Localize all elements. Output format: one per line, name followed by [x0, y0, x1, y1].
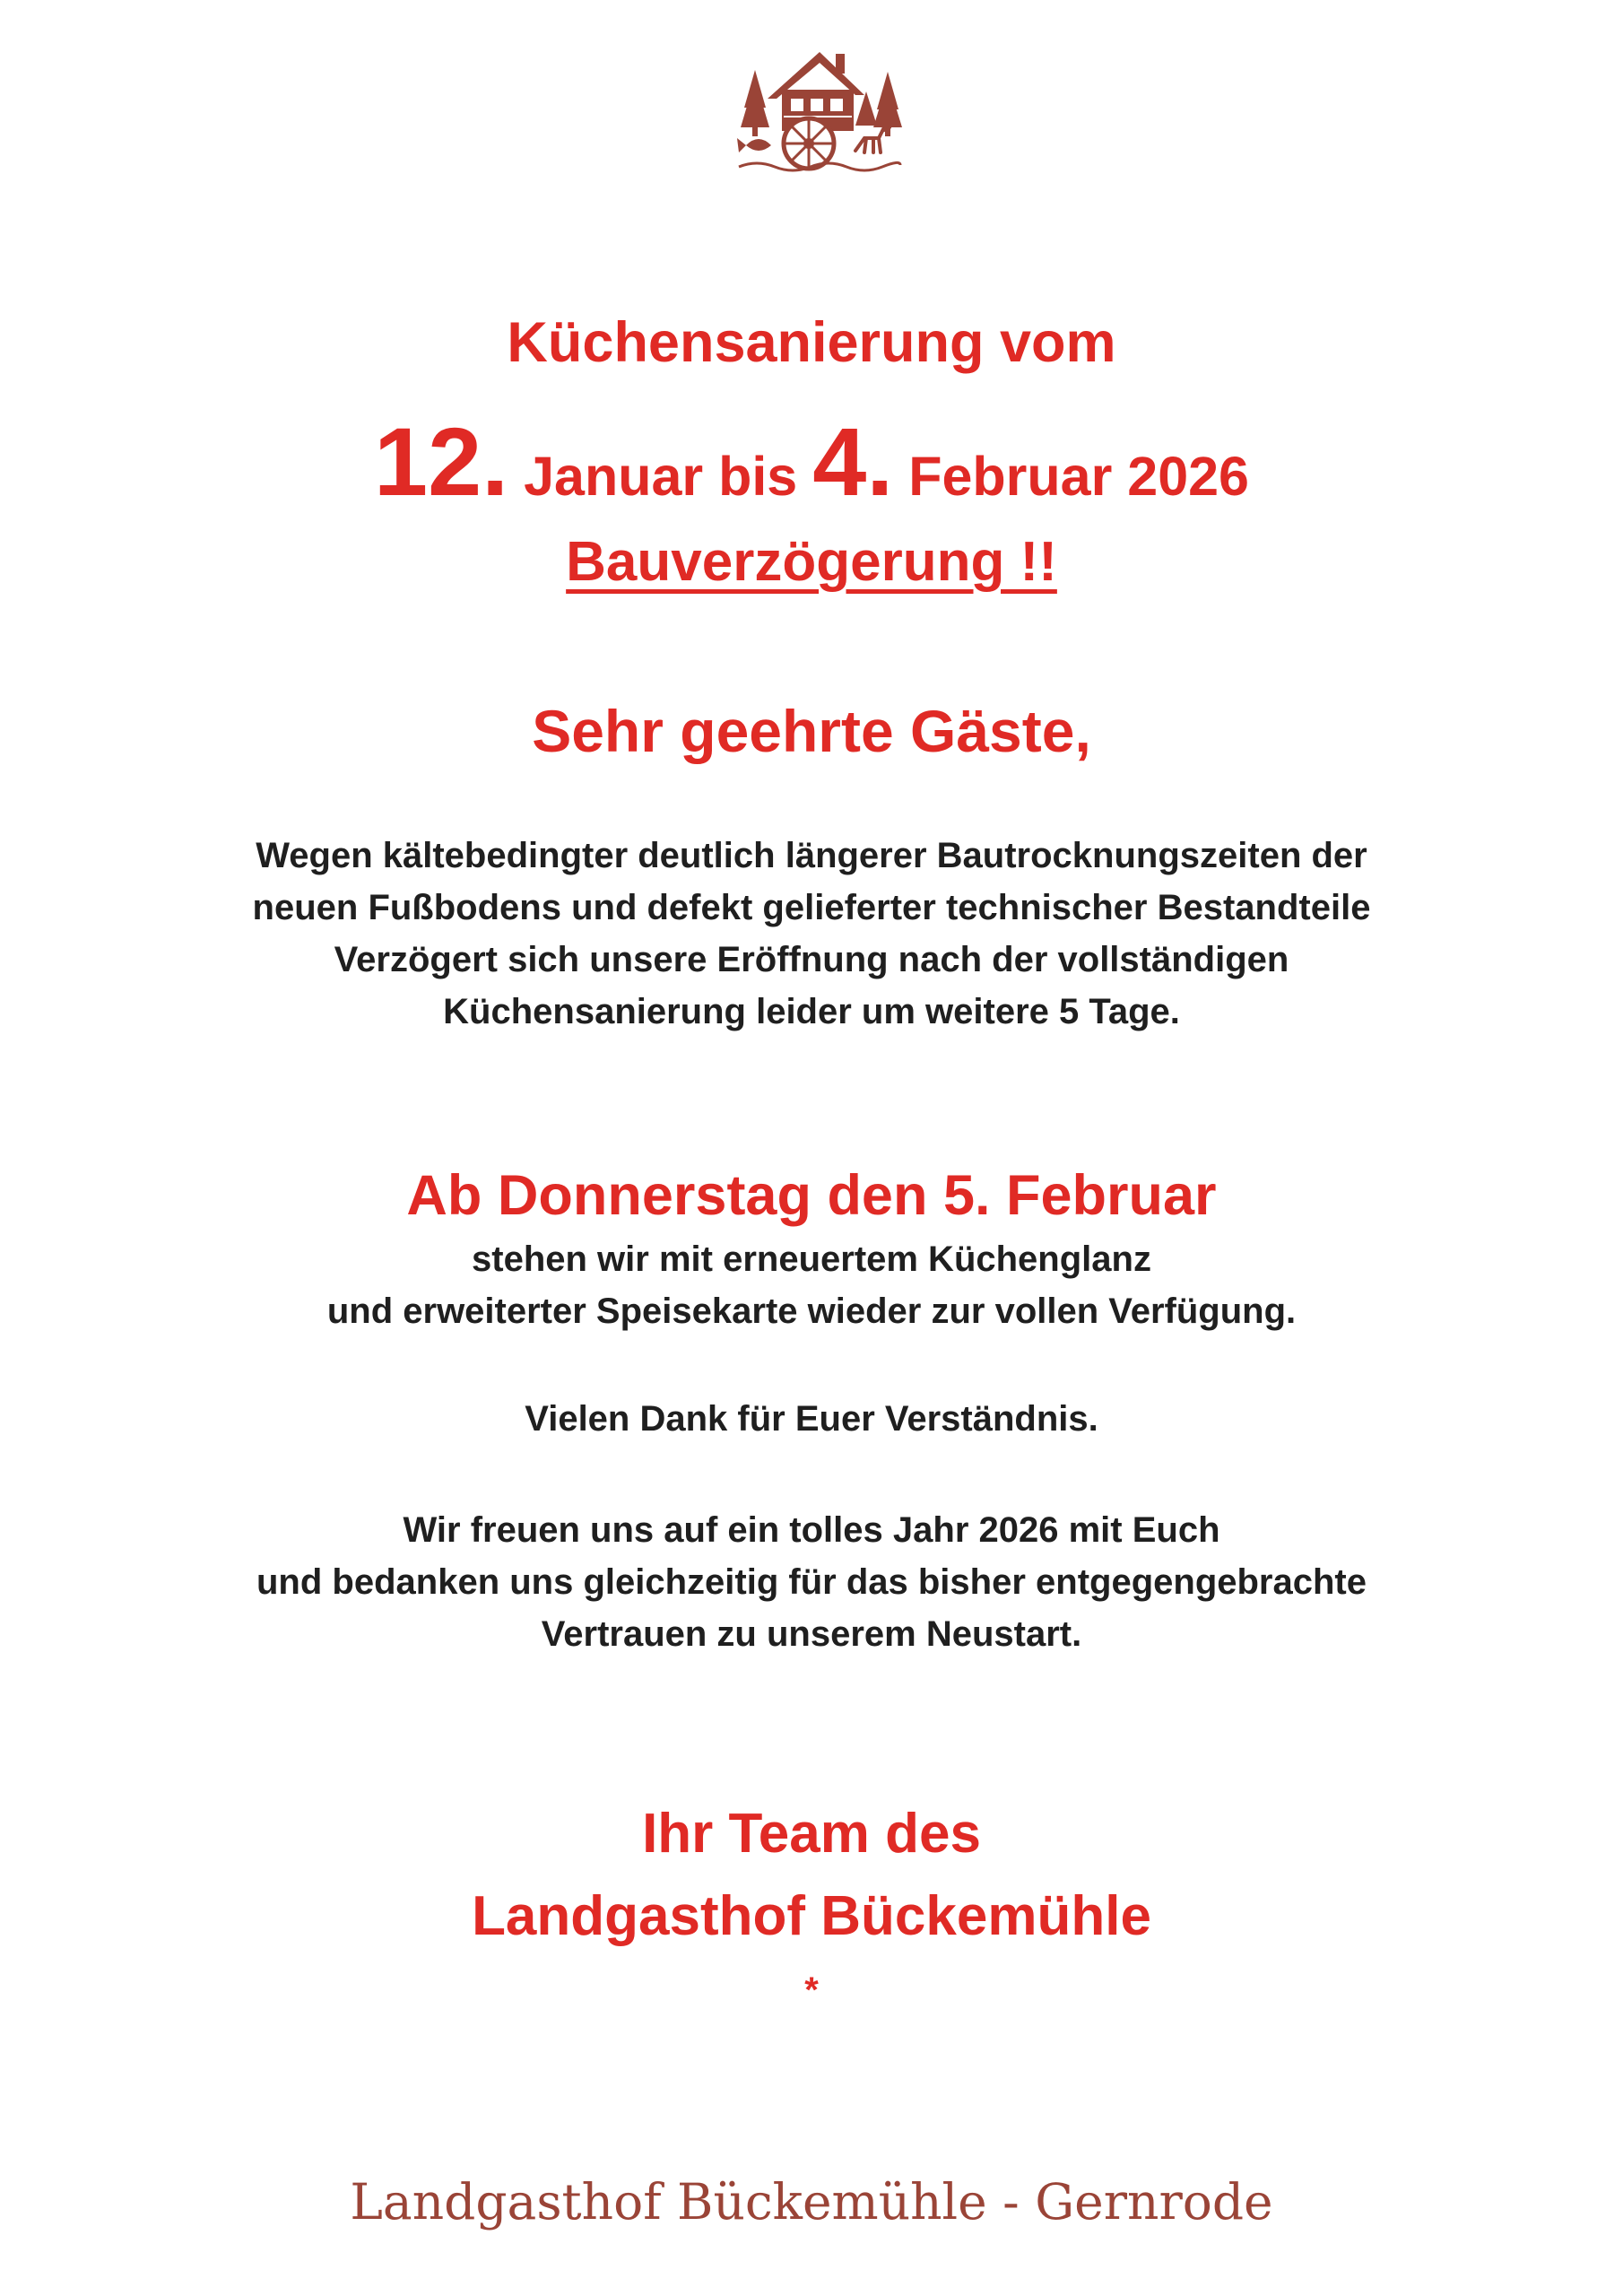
greeting: Sehr geehrte Gäste,: [532, 698, 1091, 764]
paragraph-line: Wegen kältebedingter deutlich längerer Bautrocknungszeiten der: [256, 836, 1367, 875]
start-day: 12.: [374, 407, 509, 516]
thanks-line: Vielen Dank für Euer Verständnis.: [525, 1399, 1098, 1439]
end-day: 4.: [812, 407, 894, 516]
delay-notice: Bauverzögerung !!: [566, 531, 1057, 593]
paragraph-line: und bedanken uns gleichzeitig für das bisher entgegengebrachte: [256, 1562, 1367, 1602]
signature-asterisk: *: [804, 1970, 819, 2010]
signature-line-1: Ihr Team des: [642, 1803, 981, 1865]
closing-paragraph: [0, 1504, 1623, 1660]
mill-house-logo-icon: [721, 45, 911, 174]
paragraph-line: neuen Fußbodens und defekt gelieferter technischer Bestandteile: [252, 888, 1371, 927]
reopening-headline: Ab Donnerstag den 5. Februar: [406, 1164, 1217, 1227]
end-month: Februar 2026: [908, 446, 1249, 507]
paragraph-line: Küchensanierung leider um weitere 5 Tage.: [443, 992, 1180, 1031]
footer-business-name: Landgasthof Bückemühle - Gernrode: [350, 2173, 1273, 2231]
reopening-paragraph: [0, 1233, 1623, 1337]
paragraph-line: Vertrauen zu unserem Neustart.: [541, 1614, 1082, 1654]
renovation-heading: Küchensanierung vom: [507, 311, 1116, 374]
start-month: Januar bis: [524, 446, 798, 507]
paragraph-line: Verzögert sich unsere Eröffnung nach der vollständigen: [334, 940, 1289, 979]
signature-line-2: Landgasthof Bückemühle: [472, 1885, 1151, 1947]
paragraph-line: Wir freuen uns auf ein tolles Jahr 2026 mit Euch: [403, 1510, 1220, 1550]
renovation-date-range: [0, 408, 1623, 530]
paragraph-line: stehen wir mit erneuertem Küchenglanz: [472, 1239, 1151, 1279]
delay-explanation-paragraph: [0, 830, 1623, 1038]
paragraph-line: und erweiterter Speisekarte wieder zur vollen Verfügung.: [326, 1292, 1297, 1331]
